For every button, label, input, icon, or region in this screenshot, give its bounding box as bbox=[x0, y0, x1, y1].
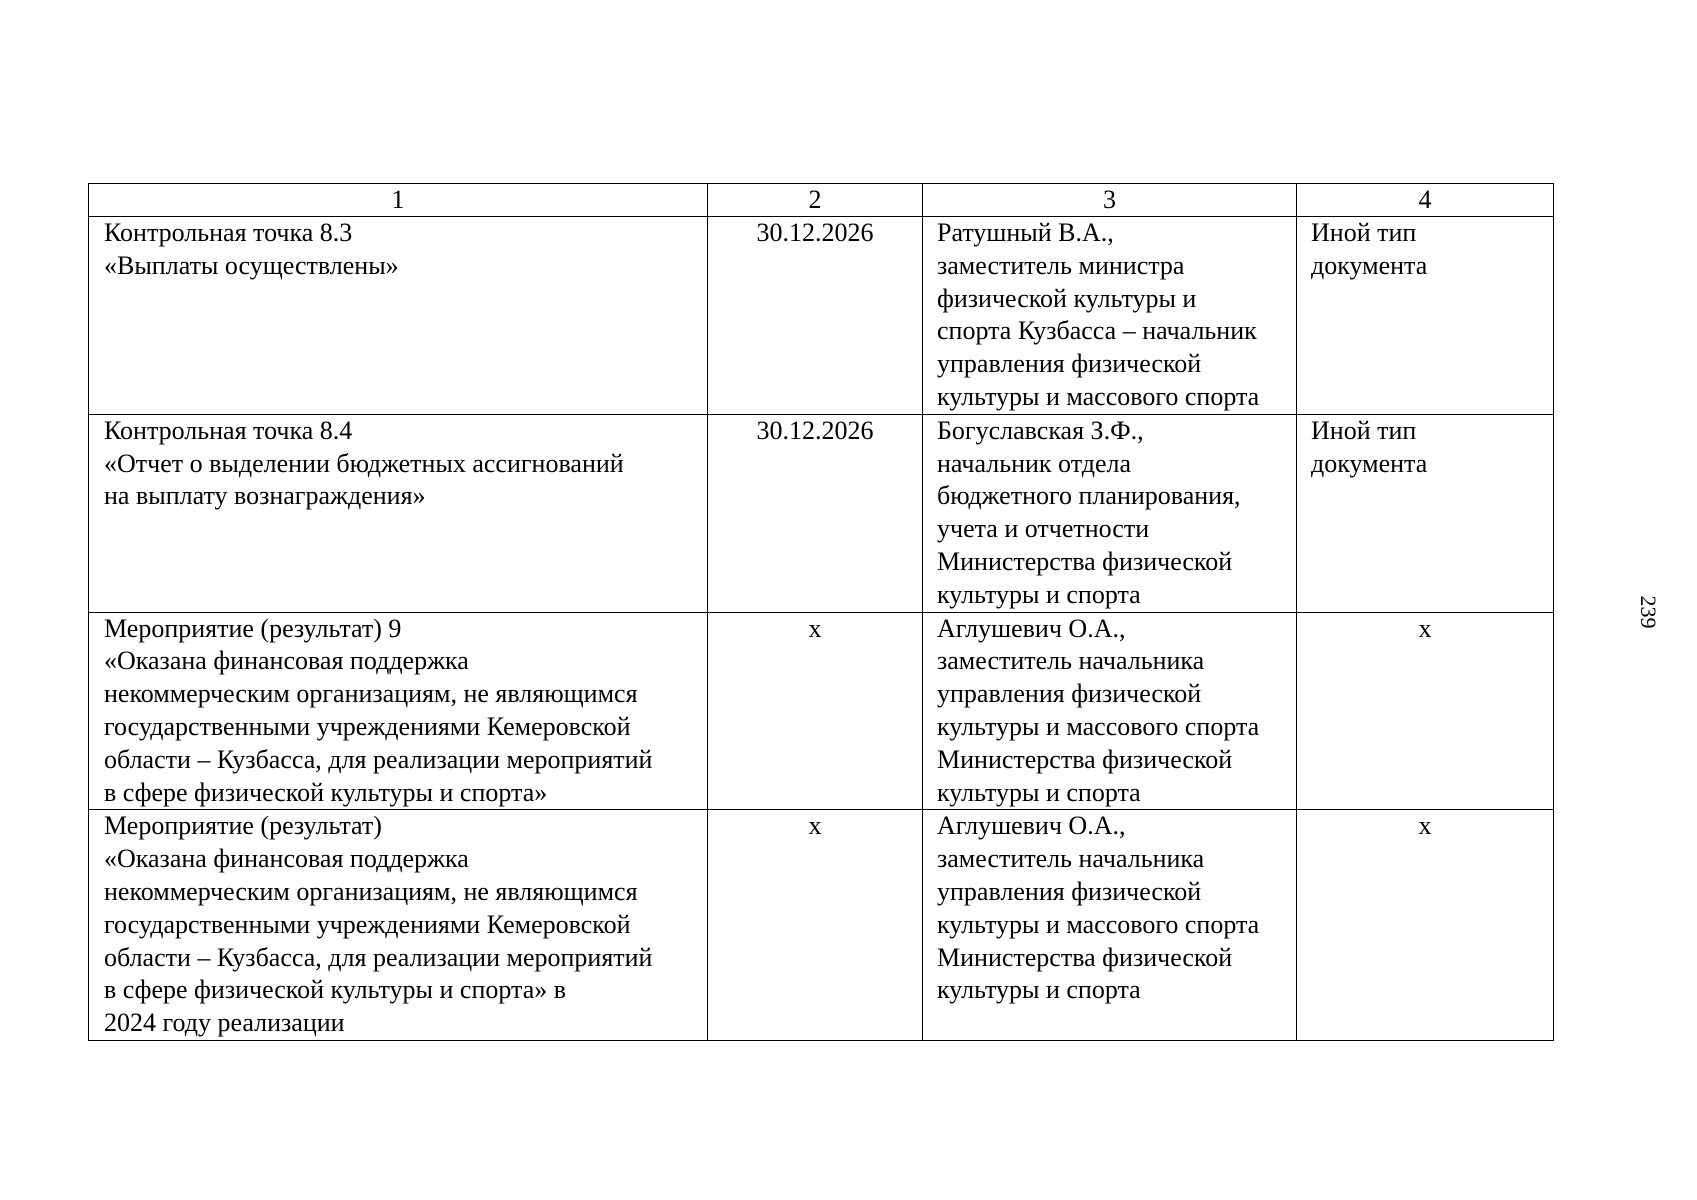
document-type-cell: Иной тип документа bbox=[1297, 414, 1554, 612]
date-cell: x bbox=[708, 810, 923, 1041]
responsible-cell: Ратушный В.А., заместитель министра физической культуры и спорта Кузбасса – начальник управления физической культуры и массового спорта bbox=[923, 217, 1297, 415]
table-row bbox=[89, 612, 1554, 810]
date-cell: x bbox=[708, 612, 923, 810]
document-table bbox=[88, 183, 1554, 1041]
table-row bbox=[89, 810, 1554, 1041]
table-row bbox=[89, 414, 1554, 612]
date-cell: 30.12.2026 bbox=[708, 217, 923, 415]
table-header-row bbox=[89, 184, 1554, 217]
event-name-cell: Контрольная точка 8.4 «Отчет о выделении бюджетных ассигнований на выплату вознаграждения» bbox=[89, 414, 708, 612]
event-name-cell: Контрольная точка 8.3 «Выплаты осуществлены» bbox=[89, 217, 708, 415]
page-number: 239 bbox=[1636, 595, 1661, 629]
header-cell-1: 1 bbox=[89, 184, 708, 217]
header-cell-2: 2 bbox=[708, 184, 923, 217]
header-cell-4: 4 bbox=[1297, 184, 1554, 217]
responsible-cell: Аглушевич О.А., заместитель начальника управления физической культуры и массового спорта Министерства физической культуры и спорта bbox=[923, 810, 1297, 1041]
event-name-cell: Мероприятие (результат) «Оказана финансовая поддержка некоммерческим организациям, не являющимся государственными учреждениями Кемеровской области – Кузбасса, для реализации мероприятий в сфере физической культуры и спорта» в 2024 году реализации bbox=[89, 810, 708, 1041]
responsible-cell: Аглушевич О.А., заместитель начальника управления физической культуры и массового спорта Министерства физической культуры и спорта bbox=[923, 612, 1297, 810]
header-cell-3: 3 bbox=[923, 184, 1297, 217]
event-name-cell: Мероприятие (результат) 9 «Оказана финансовая поддержка некоммерческим организациям, не являющимся государственными учреждениями Кемеровской области – Кузбасса, для реализации мероприятий в сфере физической культуры и спорта» bbox=[89, 612, 708, 810]
date-cell: 30.12.2026 bbox=[708, 414, 923, 612]
document-type-cell: Иной тип документа bbox=[1297, 217, 1554, 415]
table-row bbox=[89, 217, 1554, 415]
responsible-cell: Богуславская З.Ф., начальник отдела бюджетного планирования, учета и отчетности Министерства физической культуры и спорта bbox=[923, 414, 1297, 612]
document-type-cell: x bbox=[1297, 810, 1554, 1041]
document-type-cell: x bbox=[1297, 612, 1554, 810]
